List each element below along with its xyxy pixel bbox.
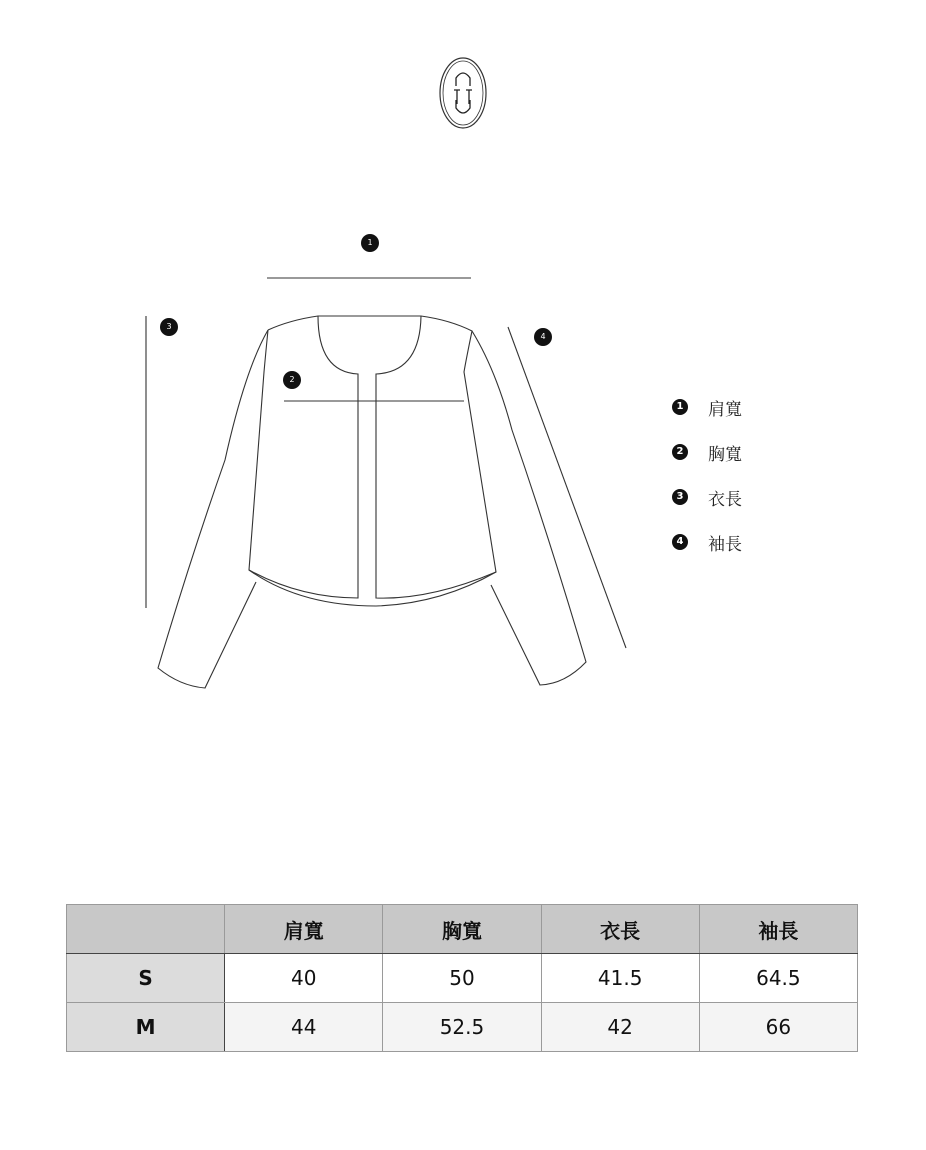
legend-number: 2	[672, 444, 688, 460]
table-cell: 44	[225, 1003, 383, 1052]
table-cell: 64.5	[699, 954, 857, 1003]
measurement-legend	[672, 396, 742, 576]
table-cell: 66	[699, 1003, 857, 1052]
table-cell: 42	[541, 1003, 699, 1052]
table-cell: 52.5	[383, 1003, 541, 1052]
table-header-cell	[67, 905, 225, 954]
table-header-cell: 胸寬	[383, 905, 541, 954]
marker-1: 1	[361, 234, 379, 252]
marker-3: 3	[160, 318, 178, 336]
legend-label: 衣長	[708, 489, 742, 510]
legend-label: 肩寬	[708, 399, 742, 420]
table-row	[67, 1003, 858, 1052]
marker-4: 4	[534, 328, 552, 346]
hem-outline	[249, 570, 496, 606]
jacket-body-outline	[249, 316, 496, 598]
table-cell: 50	[383, 954, 541, 1003]
table-cell: 41.5	[541, 954, 699, 1003]
table-row	[67, 954, 858, 1003]
legend-item	[672, 531, 742, 553]
legend-label: 胸寬	[708, 444, 742, 465]
size-chart-table	[66, 904, 858, 1052]
marker-2: 2	[283, 371, 301, 389]
left-sleeve-outline	[158, 330, 268, 688]
legend-item	[672, 441, 742, 463]
legend-item	[672, 486, 742, 508]
table-header-cell: 肩寬	[225, 905, 383, 954]
table-cell: 40	[225, 954, 383, 1003]
table-header-cell: 袖長	[699, 905, 857, 954]
legend-number: 3	[672, 489, 688, 505]
table-header-cell: 衣長	[541, 905, 699, 954]
legend-label: 袖長	[708, 534, 742, 555]
legend-item	[672, 396, 742, 418]
table-header-row	[67, 905, 858, 954]
legend-number: 1	[672, 399, 688, 415]
size-label: M	[67, 1003, 225, 1052]
legend-number: 4	[672, 534, 688, 550]
size-label: S	[67, 954, 225, 1003]
